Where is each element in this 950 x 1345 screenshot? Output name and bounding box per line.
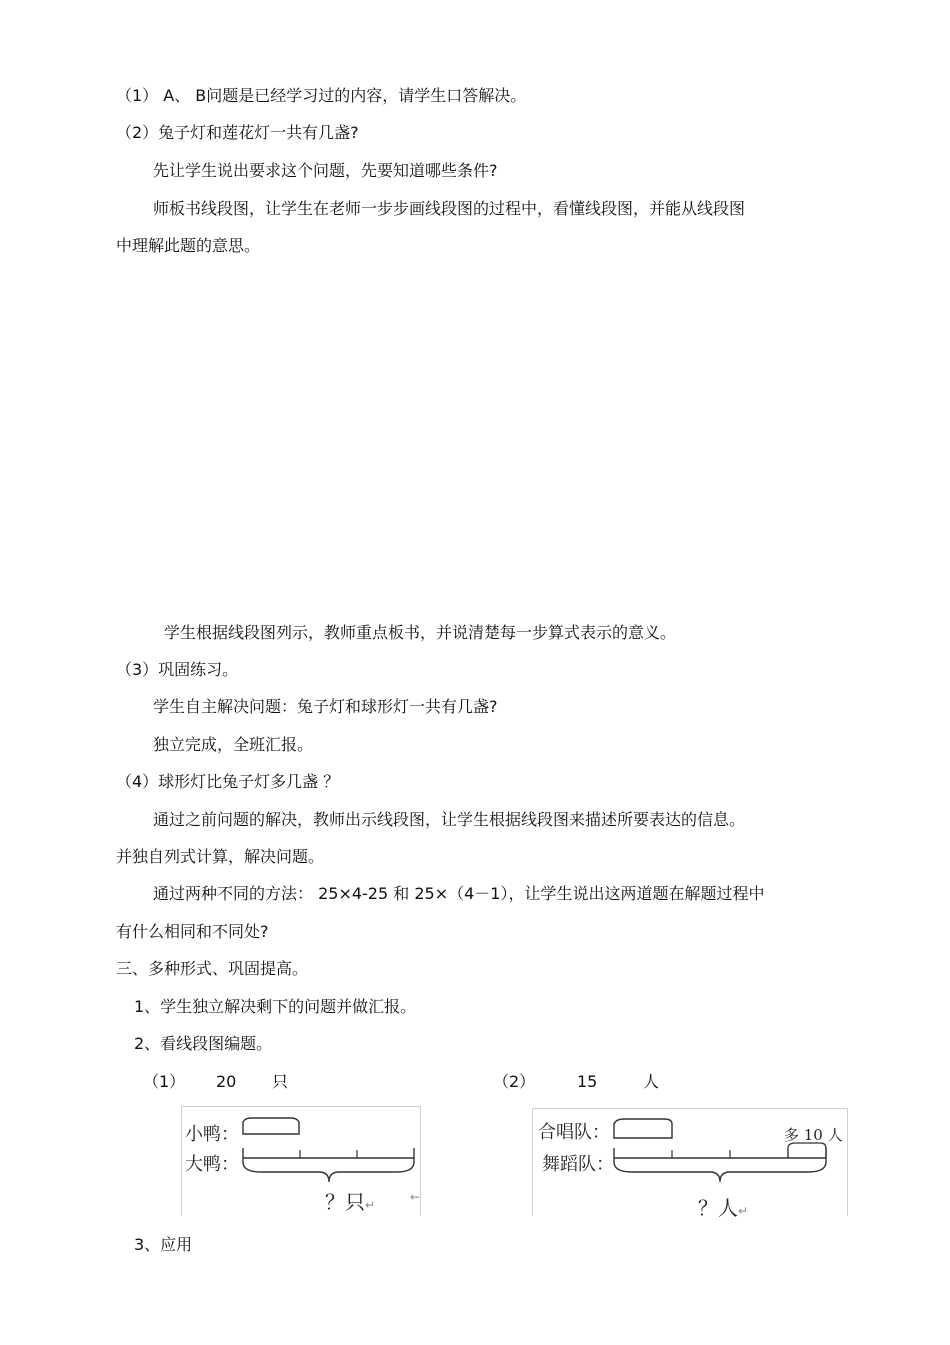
- extra-brace: [788, 1143, 826, 1158]
- problem-1-unit: 只: [272, 1072, 289, 1091]
- paragraph-4b: 中理解此题的意思。: [116, 236, 261, 255]
- label-big-duck: 大鸭：: [185, 1154, 239, 1175]
- return-mark: ↵: [738, 1204, 749, 1218]
- paragraph-3: 先让学生说出要求这个问题，先要知道哪些条件?: [153, 161, 498, 180]
- total-brace: [614, 1162, 826, 1182]
- label-dance: 舞蹈队：: [542, 1154, 614, 1175]
- paragraph-9: （4）球形灯比兔子灯多几盏 ？: [116, 772, 340, 791]
- problem-2-unit: 人: [643, 1072, 660, 1091]
- paragraph-8: 独立完成，全班汇报。: [153, 735, 314, 754]
- paragraph-7: 学生自主解决问题：兔子灯和球形灯一共有几盏?: [153, 697, 498, 716]
- problem-2-index: （2）: [493, 1072, 536, 1091]
- label-small-duck: 小鸭：: [185, 1124, 239, 1145]
- label-choir: 合唱队：: [538, 1122, 610, 1143]
- segment-diagram-ducks: [181, 1106, 421, 1216]
- problem-1-index: （1）: [143, 1072, 186, 1091]
- paragraph-6: （3）巩固练习。: [116, 660, 239, 679]
- paragraph-2: （2）兔子灯和莲花灯一共有几盏?: [116, 123, 359, 142]
- question-text: ？只: [325, 1190, 365, 1214]
- small-duck-segment: [243, 1118, 299, 1134]
- paragraph-4a: 师板书线段图，让学生在老师一步步画线段图的过程中，看懂线段图，并能从线段图: [153, 199, 746, 218]
- paragraph-11b: 有什么相同和不同处?: [116, 922, 269, 941]
- problem-2-value: 15: [577, 1072, 598, 1091]
- paragraph-15: 3、应用: [134, 1235, 193, 1254]
- paragraph-1: （1） A、 B问题是已经学习过的内容，请学生口答解决。: [116, 86, 527, 105]
- paragraph-5: 学生根据线段图列示，教师重点板书，并说清楚每一步算式表示的意义。: [164, 623, 677, 642]
- paragraph-14: 2、看线段图编题。: [134, 1034, 273, 1053]
- label-extra: 多 10 人: [784, 1126, 843, 1144]
- segment-diagram-teams: [532, 1108, 848, 1220]
- edge-mark: ←: [410, 1190, 421, 1204]
- choir-segment: [614, 1119, 672, 1138]
- paragraph-13: 1、学生独立解决剩下的问题并做汇报。: [134, 997, 417, 1016]
- question-total-ducks: [325, 1186, 375, 1215]
- paragraph-10a: 通过之前问题的解决，教师出示线段图，让学生根据线段图来描述所要表达的信息。: [153, 810, 746, 829]
- question-text: ？人: [698, 1196, 738, 1220]
- problem-1-value: 20: [216, 1072, 237, 1091]
- question-total-people: [698, 1192, 748, 1221]
- paragraph-11a: 通过两种不同的方法： 25×4-25 和 25×（4－1），让学生说出这两道题在解题过程中: [153, 884, 765, 903]
- return-mark: ↵: [365, 1198, 376, 1212]
- total-brace: [243, 1162, 414, 1182]
- section-heading-3: 三、多种形式、巩固提高。: [116, 959, 309, 978]
- paragraph-10b: 并独自列式计算，解决问题。: [116, 847, 325, 866]
